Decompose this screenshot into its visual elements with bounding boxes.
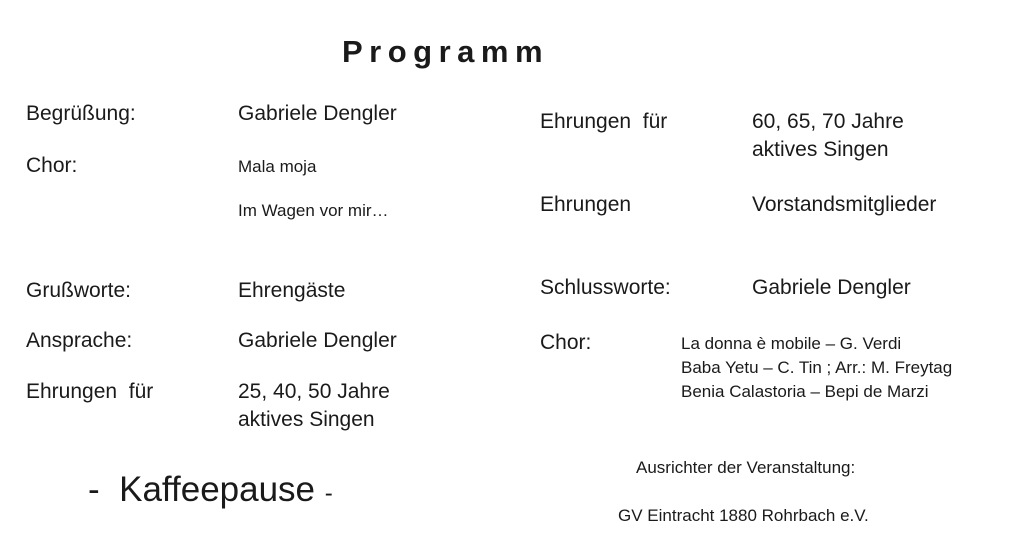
greetings-words-value: Ehrengäste (238, 279, 346, 302)
organizer-name: GV Eintracht 1880 Rohrbach e.V. (618, 506, 869, 525)
greeting-label: Begrüßung: (26, 102, 136, 125)
coffee-break-dash-right: - (324, 480, 333, 507)
choir-label-right: Chor: (540, 331, 592, 354)
choir-song-2: Im Wagen vor mir… (238, 201, 389, 220)
choir-song-verdi: La donna è mobile – G. Verdi (681, 334, 902, 353)
honors-board-label: Ehrungen (540, 193, 632, 216)
choir-song-tin: Baba Yetu – C. Tin ; Arr.: M. Freytag (681, 358, 953, 377)
honors-years-left: 25, 40, 50 Jahre (238, 380, 390, 403)
closing-value: Gabriele Dengler (752, 276, 911, 299)
honors-board-value: Vorstandsmitglieder (752, 193, 937, 216)
greetings-words-label: Grußworte: (26, 279, 132, 302)
honors-active-left: aktives Singen (238, 408, 375, 431)
coffee-break (88, 470, 333, 510)
honors-label-right: Ehrungen für (540, 110, 668, 133)
coffee-break-dash-left: - (88, 470, 100, 509)
honors-value-right (752, 108, 904, 164)
greeting-value: Gabriele Dengler (238, 102, 397, 125)
honors-active-right: aktives Singen (752, 138, 889, 161)
organizer-label: Ausrichter der Veranstaltung: (636, 458, 856, 477)
speech-label: Ansprache: (26, 329, 133, 352)
choir-label-left: Chor: (26, 154, 78, 177)
speech-value: Gabriele Dengler (238, 329, 397, 352)
program-title: Programm (342, 34, 550, 69)
closing-label: Schlussworte: (540, 276, 671, 299)
honors-label-left: Ehrungen für (26, 380, 154, 403)
choir-song-marzi: Benia Calastoria – Bepi de Marzi (681, 382, 929, 401)
honors-value-left (238, 378, 390, 434)
choir-song-1: Mala moja (238, 157, 317, 176)
coffee-break-text: Kaffeepause (119, 470, 316, 509)
choir-song-list (681, 332, 952, 404)
honors-years-right: 60, 65, 70 Jahre (752, 110, 904, 133)
